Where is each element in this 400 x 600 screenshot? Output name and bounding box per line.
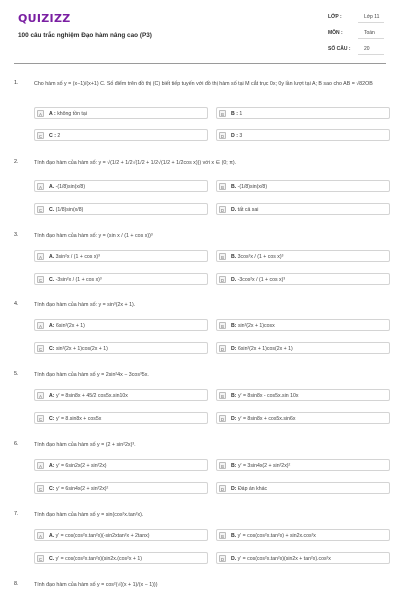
option-label: D. — [231, 207, 237, 213]
option-letter: B — [219, 532, 226, 539]
option-text: y' = 6sin2x(2 + sin²2x) — [55, 463, 107, 469]
option-label: D. — [231, 556, 237, 562]
option-label: B: — [231, 463, 237, 469]
option-label: A: — [49, 323, 55, 329]
answer-option-c[interactable] — [34, 129, 208, 141]
option-text: 3sin²x / (1 + cos x)³ — [55, 254, 100, 260]
option-text: 2 — [57, 133, 61, 139]
option-label: C : — [49, 133, 56, 139]
option-text: Đáp án khác — [237, 486, 268, 492]
answer-option-a[interactable] — [34, 529, 208, 541]
option-letter: C — [38, 487, 43, 492]
question-text: Cho hàm số y = (x−1)/(x+1) C. Số điểm trên đồ thị (C) biết tiếp tuyến với đồ thị hàm số tại M cắt trục 0x; 0y lần lượt tại A; B sao cho AB = √82OB — [34, 81, 373, 87]
option-text: -(1/8)sin(x/8) — [55, 184, 86, 190]
option-label: A. — [49, 533, 55, 539]
option-letter: A — [37, 532, 44, 539]
option-text: (1/8)sin(x/8) — [55, 207, 84, 213]
option-label: D : — [231, 133, 238, 139]
answer-option-a[interactable] — [34, 389, 208, 401]
option-label: A : — [49, 111, 56, 117]
question-number: 4. — [14, 301, 19, 307]
option-label: A. — [49, 184, 55, 190]
answer-option-b[interactable] — [216, 389, 390, 401]
option-letter: D — [220, 487, 225, 492]
count-label: SỐ CÂU : — [328, 46, 351, 52]
question-number: 2. — [14, 159, 19, 165]
question-number: 5. — [14, 371, 19, 377]
option-letter: B — [219, 322, 226, 329]
quizizz-logo: QUIZIZZ — [18, 12, 71, 25]
answer-option-a[interactable] — [34, 250, 208, 262]
option-text: y' = 8sin8x - cos5x.sin 10x — [237, 393, 299, 399]
option-text: 3cos²x / (1 + cos x)³ — [237, 254, 284, 260]
header-divider — [14, 63, 386, 64]
option-text: 1 — [239, 111, 243, 117]
option-text: y' = cos(cos²x.tan²x)(-sin2xtan²x + 2tanx) — [55, 533, 150, 539]
option-letter: A — [37, 253, 44, 260]
subject-underline — [358, 38, 384, 39]
page-title: 100 câu trắc nghiệm Đạo hàm nâng cao (P3) — [18, 32, 152, 39]
option-letter: C — [38, 347, 43, 352]
answer-option-a[interactable] — [34, 107, 208, 119]
answer-option-b[interactable] — [216, 107, 390, 119]
answer-option-d[interactable] — [216, 129, 390, 141]
option-text: -3cos²x / (1 + cos x)³ — [237, 277, 286, 283]
option-letter: C — [38, 134, 43, 139]
option-text: y' = 8sin8x + 45/2 cos5x.sin10x — [55, 393, 128, 399]
answer-option-d[interactable] — [216, 482, 390, 494]
option-text: y' = cos(cos²x.tan²x)(sin2x + tan²x).cos²x — [237, 556, 331, 562]
question-text: Tính đạo hàm của hàm số y = (2 + sin²2x)³. — [34, 442, 136, 448]
option-text: y' = 6sin4x(2 + sin²2x)² — [55, 486, 109, 492]
option-label: C. — [49, 207, 55, 213]
class-label: LỚP : — [328, 14, 342, 20]
answer-option-d[interactable] — [216, 412, 390, 424]
answer-option-d[interactable] — [216, 552, 390, 564]
option-letter: B — [219, 462, 226, 469]
answer-option-b[interactable] — [216, 250, 390, 262]
option-letter: C — [38, 417, 43, 422]
option-label: C: — [49, 486, 55, 492]
count-underline — [358, 54, 384, 55]
option-text: sin²(2x + 1)cosx — [237, 323, 275, 329]
option-label: D: — [231, 416, 237, 422]
option-letter: C — [38, 557, 43, 562]
answer-option-c[interactable] — [34, 273, 208, 285]
option-text: 3 — [239, 133, 243, 139]
option-text: không tồn tại — [57, 111, 87, 117]
option-text: y' = cos(cos²x.tan²x) + sin2x.cos²x — [237, 533, 316, 539]
option-letter: D — [220, 417, 225, 422]
answer-option-d[interactable] — [216, 273, 390, 285]
option-label: D. — [231, 277, 237, 283]
question-text: Tính đạo hàm của hàm số y = 2sin²4x − 3cos³5x. — [34, 372, 149, 378]
option-text: 6sin²(2x + 1)cos(2x + 1) — [237, 346, 293, 352]
option-label: B: — [231, 323, 237, 329]
question-text: Tính đạo hàm của hàm số: y = sin³(2x + 1). — [34, 302, 136, 308]
option-label: B. — [231, 533, 237, 539]
option-label: D: — [231, 486, 237, 492]
worksheet-header — [0, 0, 400, 62]
option-letter: A — [37, 462, 44, 469]
option-label: D: — [231, 346, 237, 352]
option-letter: A — [37, 322, 44, 329]
subject-label: MÔN : — [328, 30, 343, 36]
question-number: 3. — [14, 232, 19, 238]
question-text: Tính đạo hàm của hàm số: y = √(1/2 + 1/2√(1/2 + 1/2√(1/2 + 1/2cos x))) với x ∈ (0; π). — [34, 160, 237, 166]
answer-option-c[interactable] — [34, 203, 208, 215]
option-letter: C — [38, 208, 43, 213]
answer-option-d[interactable] — [216, 203, 390, 215]
option-letter: A — [37, 183, 44, 190]
answer-option-b[interactable] — [216, 459, 390, 471]
answer-option-c[interactable] — [34, 412, 208, 424]
option-letter: C — [38, 278, 43, 283]
option-letter: D — [220, 557, 225, 562]
option-label: A: — [49, 463, 55, 469]
option-letter: B — [219, 392, 226, 399]
answer-option-b[interactable] — [216, 180, 390, 192]
option-text: -(1/8)sin(x/8) — [237, 184, 268, 190]
question-number: 1. — [14, 80, 19, 86]
answer-option-a[interactable] — [34, 180, 208, 192]
option-text: y' = 8sin8x + cos5x.sin6x — [237, 416, 296, 422]
option-letter: D — [220, 347, 225, 352]
answer-option-a[interactable] — [34, 459, 208, 471]
option-label: B. — [231, 254, 237, 260]
option-text: 6sin²(2x + 1) — [55, 323, 85, 329]
option-text: y' = 8.sin8x + cos5x — [55, 416, 102, 422]
option-letter: D — [220, 134, 225, 139]
option-letter: A — [37, 110, 44, 117]
question-text: Tính đạo hàm của hàm số y = cos²(√((x + 1)/(x − 1))) — [34, 582, 158, 588]
option-label: A: — [49, 393, 55, 399]
option-label: A. — [49, 254, 55, 260]
answer-option-b[interactable] — [216, 319, 390, 331]
option-label: B. — [231, 184, 237, 190]
answer-option-b[interactable] — [216, 529, 390, 541]
question-number: 6. — [14, 441, 19, 447]
option-label: C. — [49, 556, 55, 562]
question-number: 8. — [14, 581, 19, 587]
option-text: y' = 3sin4x(2 + sin²2x)² — [237, 463, 291, 469]
option-text: -3sin²x / (1 + cos x)³ — [55, 277, 102, 283]
subject-value: Toán — [364, 30, 375, 36]
option-letter: A — [37, 392, 44, 399]
option-letter: B — [219, 110, 226, 117]
answer-option-c[interactable] — [34, 482, 208, 494]
question-text: Tính đạo hàm của hàm số: y = (sin x / (1 + cos x))³ — [34, 233, 153, 239]
question-text: Tính đạo hàm của hàm số y = sin(cos²x.tan²x). — [34, 512, 144, 518]
option-label: C. — [49, 277, 55, 283]
answer-option-c[interactable] — [34, 342, 208, 354]
option-letter: D — [220, 278, 225, 283]
option-label: B: — [231, 393, 237, 399]
count-value: 20 — [364, 46, 370, 52]
option-label: C: — [49, 346, 55, 352]
option-text: tất cả sai — [237, 207, 259, 213]
class-underline — [358, 22, 384, 23]
option-label: B : — [231, 111, 238, 117]
option-letter: B — [219, 253, 226, 260]
option-text: sin²(2x + 1)cos(2x + 1) — [55, 346, 108, 352]
answer-option-a[interactable] — [34, 319, 208, 331]
option-letter: B — [219, 183, 226, 190]
option-text: y' = cos(cos²x.tan²x)(sin2x.(cos²x + 1) — [55, 556, 142, 562]
answer-option-c[interactable] — [34, 552, 208, 564]
class-value: Lớp 11 — [364, 14, 380, 20]
question-number: 7. — [14, 511, 19, 517]
option-label: C: — [49, 416, 55, 422]
option-letter: D — [220, 208, 225, 213]
answer-option-d[interactable] — [216, 342, 390, 354]
